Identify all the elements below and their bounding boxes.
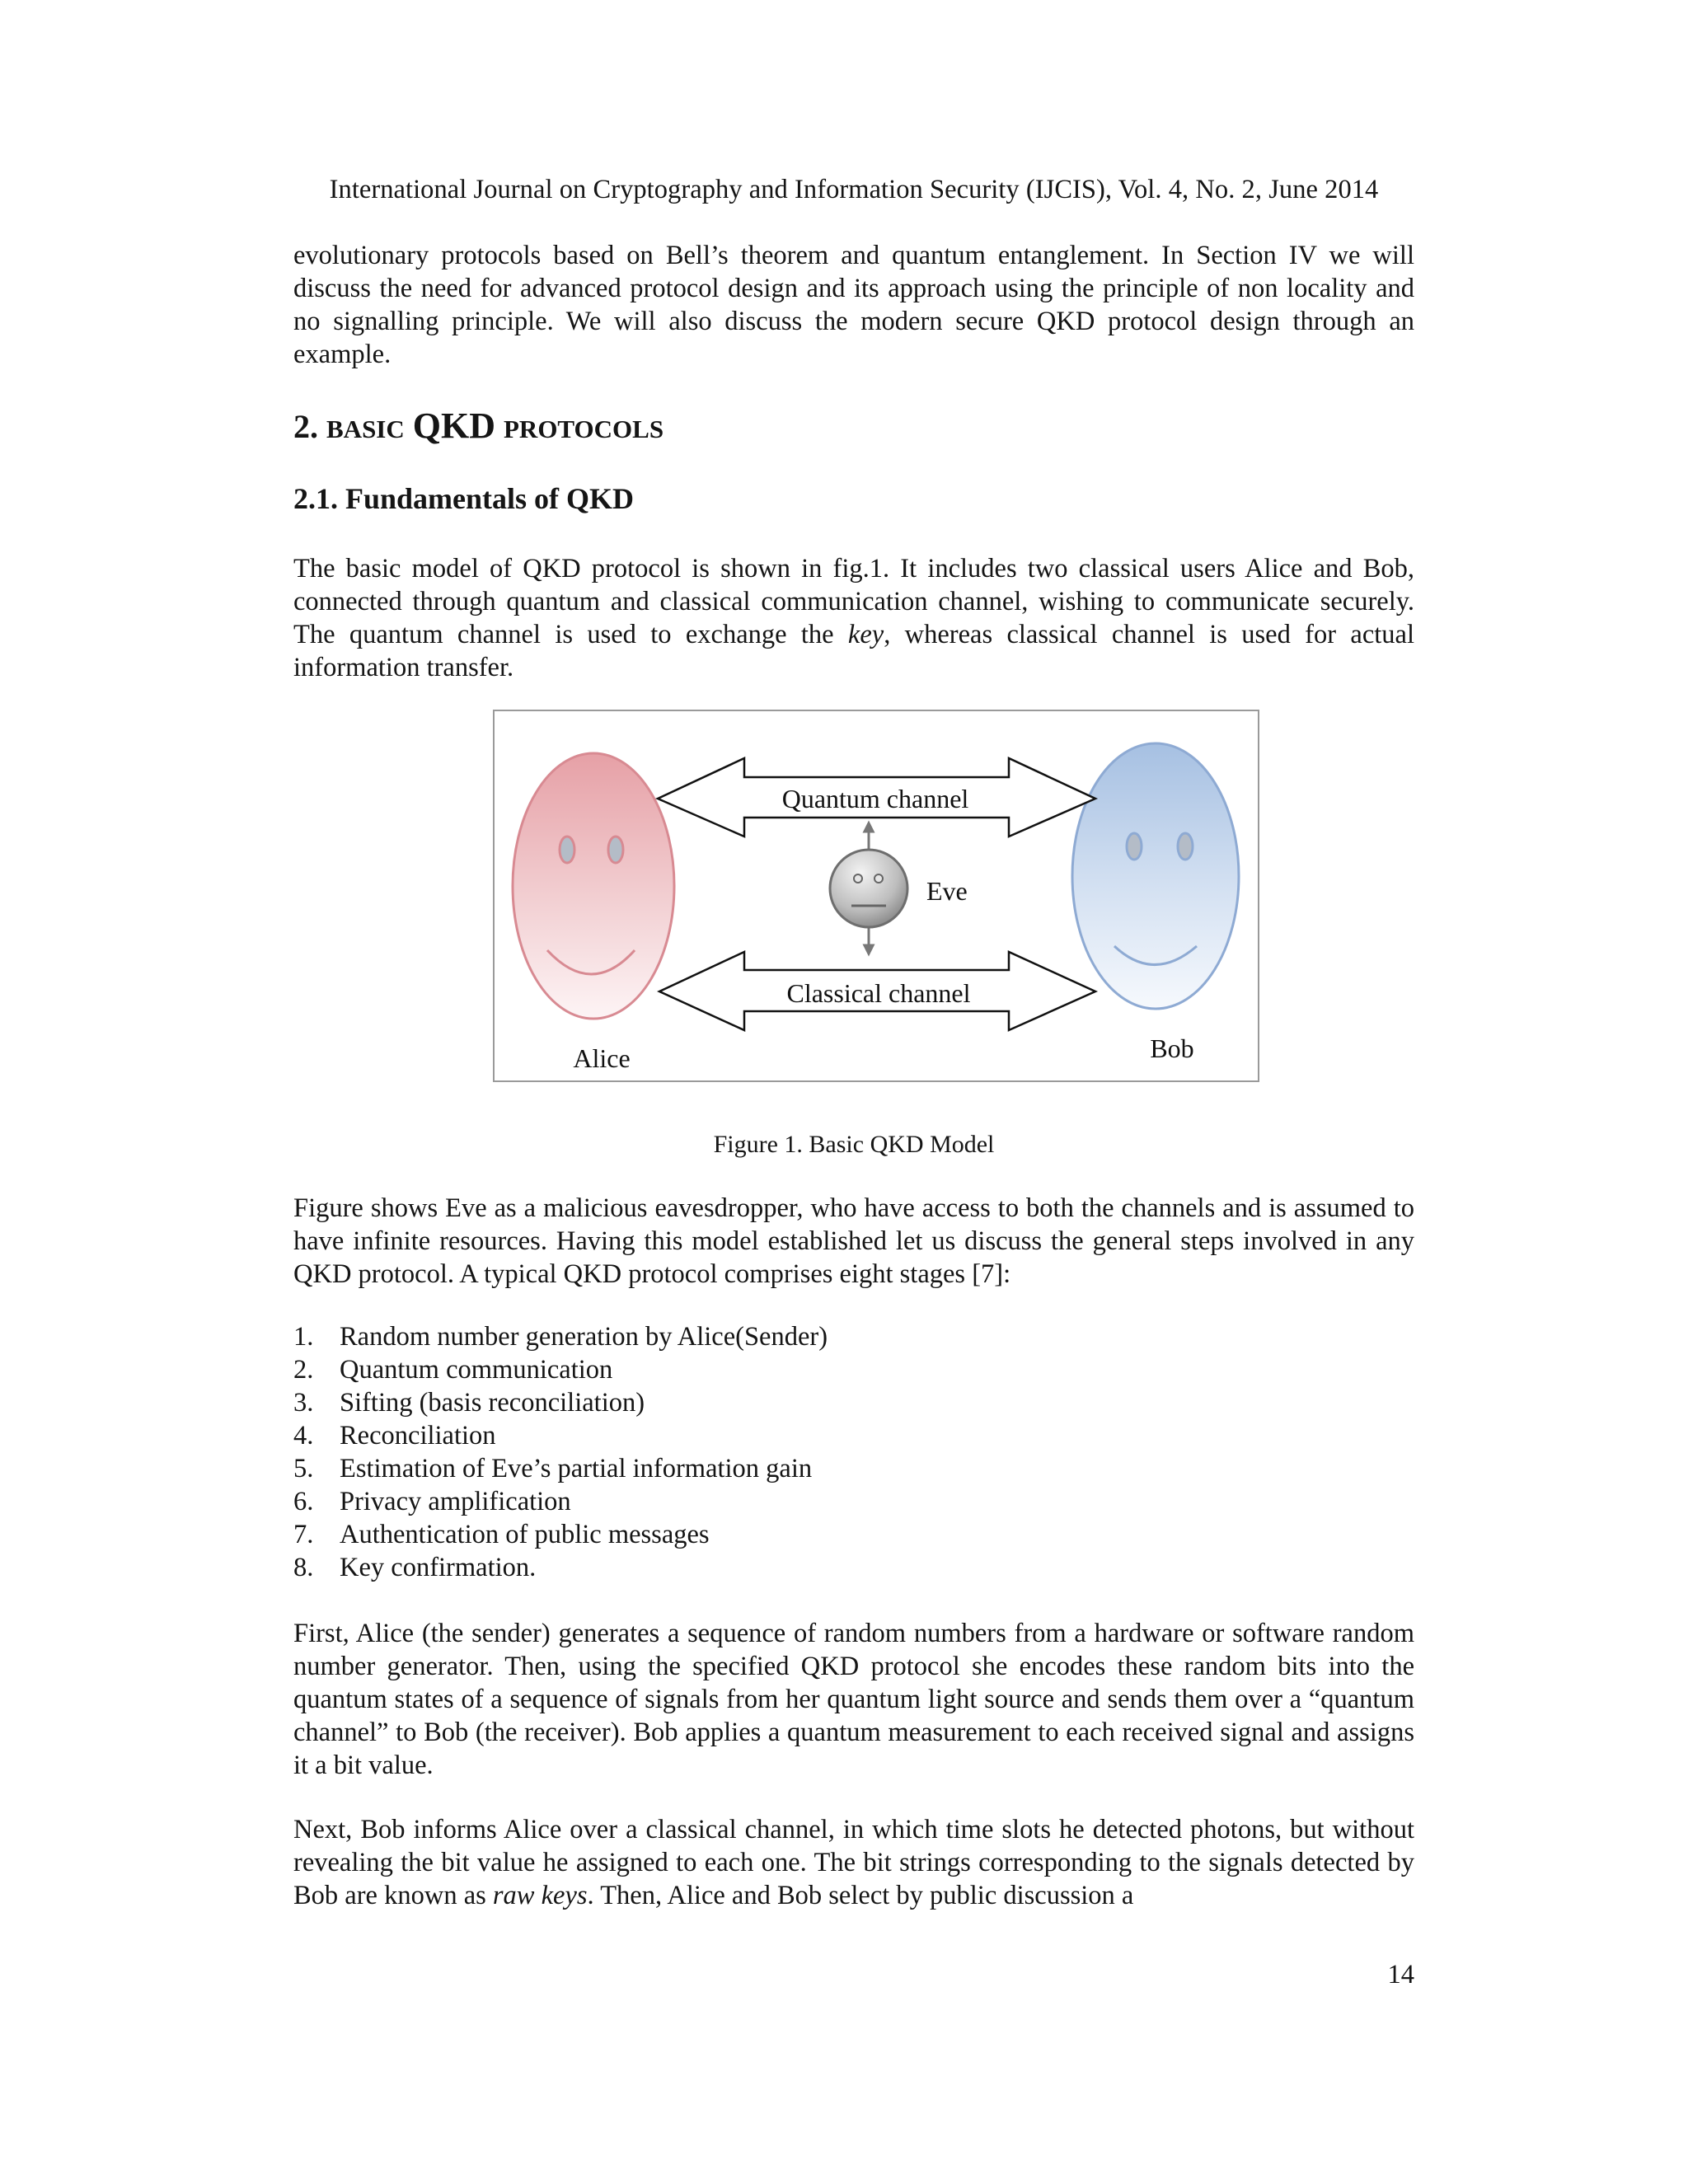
para4-text-b: . Then, Alice and Bob select by public discussion a	[587, 1881, 1134, 1910]
bob-label: Bob	[1150, 1033, 1194, 1063]
alice-face	[513, 753, 674, 1019]
para1-text-b: , whereas classical channel is used for actual information transfer.	[293, 620, 1414, 682]
classical-channel-label: Classical channel	[786, 978, 971, 1008]
qkd-stages-list	[293, 1320, 1414, 1584]
intro-paragraph	[293, 239, 1414, 371]
para4-italic-raw-keys: raw keys	[492, 1881, 588, 1910]
intro-text: evolutionary protocols based on Bell’s theorem and quantum entanglement. In Section IV we will discuss the need for advanced protocol design and its approach using the principle of non locality and no signalling principle. We will also discuss the modern secure QKD protocol design through an example.	[293, 241, 1414, 369]
section-number: 2.	[293, 408, 318, 445]
figure-basic-qkd-model	[493, 710, 1259, 1082]
running-header: International Journal on Cryptography and Information Security (IJCIS), Vol. 4, No. 2, June 2014	[329, 175, 1379, 204]
figure-caption: Figure 1. Basic QKD Model	[713, 1131, 995, 1158]
para2-text: Figure shows Eve as a malicious eavesdropper, who have access to both the channels and is assumed to have infinite resources. Having this model established let us discuss the general steps involved in any QKD protocol. A typical QKD protocol comprises eight stages [7]:	[293, 1193, 1414, 1289]
list-item: 5. Estimation of Eve’s partial information gain	[293, 1454, 813, 1483]
section-heading	[293, 405, 1414, 450]
section-word-protocols: PROTOCOLS	[504, 415, 664, 443]
para4-text-a: Next, Bob informs Alice over a classical channel, in which time slots he detected photons, but without revealing the bit value he assigned to each one. The bit strings corresponding to the signals detected by Bob are known as	[293, 1815, 1414, 1910]
list-item: 2. Quantum communication	[293, 1355, 613, 1385]
paragraph-raw-keys	[293, 1813, 1414, 1912]
para1-italic-key: key	[847, 620, 884, 649]
qkd-diagram	[495, 711, 1258, 1080]
eve-label: Eve	[926, 876, 968, 906]
paragraph-eve	[293, 1192, 1414, 1291]
para3-text: First, Alice (the sender) generates a sequence of random numbers from a hardware or software random number generator. Then, using the specified QKD protocol she encodes these random bits into the quantum states of a sequence of signals from her quantum light source and sends them over a “quantum channel” to Bob (the receiver). Bob applies a quantum measurement to each received signal and assigns it a bit value.	[293, 1619, 1414, 1780]
alice-label: Alice	[573, 1043, 631, 1073]
quantum-channel-label: Quantum channel	[781, 784, 969, 813]
para1-text-a: The basic model of QKD protocol is shown in fig.1. It includes two classical users Alice and Bob, connected through quantum and classical communication channel, wishing to communicate securely. The quantum channel is used to exchange the	[293, 554, 1414, 649]
section-word-basic: BASIC	[326, 415, 405, 443]
page-number: 14	[1387, 1960, 1414, 1990]
list-item: 7. Authentication of public messages	[293, 1520, 710, 1549]
section-word-qkd: QKD	[412, 405, 495, 446]
list-item: 3. Sifting (basis reconciliation)	[293, 1388, 645, 1418]
bob-face	[1072, 743, 1239, 1009]
paragraph-alice-sender	[293, 1617, 1414, 1782]
list-item: 6. Privacy amplification	[293, 1487, 571, 1516]
subsection-heading: 2.1. Fundamentals of QKD	[293, 482, 635, 515]
paragraph-qkd-model	[293, 552, 1414, 684]
eve-face	[830, 850, 907, 927]
list-item: 8. Key confirmation.	[293, 1553, 537, 1582]
list-item: 1. Random number generation by Alice(Sender)	[293, 1322, 828, 1352]
list-item: 4. Reconciliation	[293, 1421, 496, 1451]
